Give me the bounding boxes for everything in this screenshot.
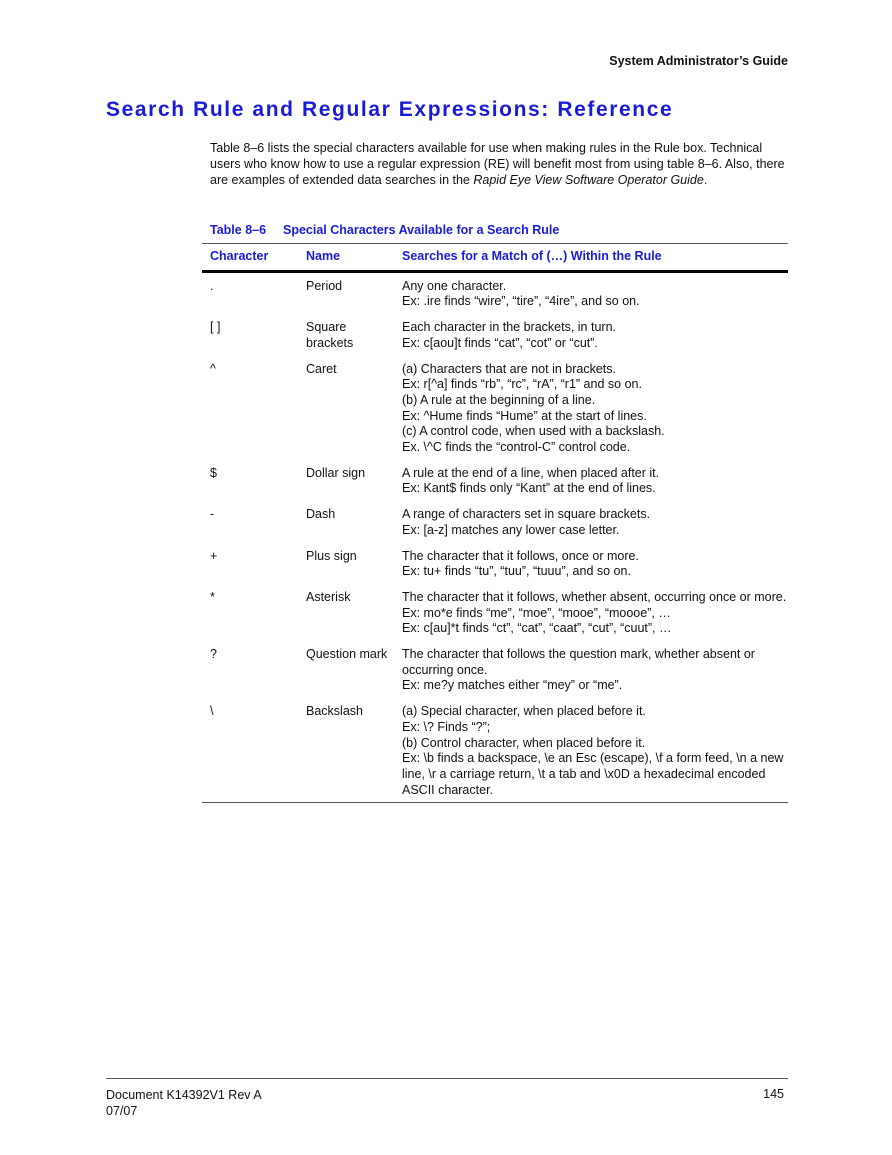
cell-description (394, 642, 788, 699)
running-header: System Administrator’s Guide (609, 54, 788, 68)
description-line: Ex. \^C finds the “control-C” control code. (402, 440, 631, 455)
description-line: Ex: .ire finds “wire”, “tire”, “4ire”, and so on. (402, 294, 640, 309)
intro-paragraph (210, 140, 790, 188)
cell-name: Dash (306, 507, 336, 522)
description-line: (a) Characters that are not in brackets. (402, 361, 616, 376)
footer-rule (106, 1078, 788, 1079)
page-title: Search Rule and Regular Expressions: Reference (106, 98, 674, 121)
cell-description (394, 357, 788, 461)
cell-description (394, 699, 788, 803)
table-row (202, 357, 788, 461)
cell-description (394, 461, 788, 502)
description-line: Ex: me?y matches either “mey” or “me”. (402, 678, 623, 693)
table-number: Table 8–6 (210, 223, 267, 237)
column-header-character: Character (202, 244, 298, 272)
table-row (202, 271, 788, 315)
description-line: Ex: c[au]*t finds “ct”, “cat”, “caat”, “cut”, “cuut”, … (402, 621, 672, 636)
description-line: A range of characters set in square brackets. (402, 507, 651, 522)
description-line: Ex: Kant$ finds only “Kant” at the end of lines. (402, 481, 656, 496)
description-line: Each character in the brackets, in turn. (402, 320, 616, 335)
description-line: (b) Control character, when placed before it. (402, 735, 646, 750)
description-line: Ex: tu+ finds “tu”, “tuu”, “tuuu”, and so on. (402, 564, 631, 579)
description-line: Ex: r[^a] finds “rb”, “rc”, “rA”, “r1” and so on. (402, 377, 642, 392)
description-line: Ex: \? Finds “?”; (402, 719, 491, 734)
cell-character: . (210, 278, 214, 293)
cell-name: Period (306, 278, 343, 293)
footer-document-id: Document K14392V1 Rev A (106, 1088, 262, 1102)
cell-character: * (210, 589, 215, 604)
description-line: (c) A control code, when used with a backslash. (402, 424, 665, 439)
cell-character: ^ (210, 361, 216, 376)
intro-text: Table 8–6 lists the special characters available for use when making rules in the Rule box. Technical users who know how to use a regular expression (RE) will benefit most from using table 8–6. Also, there are examples of extended data searches in the (210, 141, 785, 187)
cell-character: + (210, 548, 218, 563)
description-line: Any one character. (402, 278, 507, 293)
description-line: Ex: mo*e finds “me”, “moe”, “mooe”, “moooe”, … (402, 605, 671, 620)
description-line: Ex: \b finds a backspace, \e an Esc (escape), \f a form feed, \n a new line, \r a carriage return, \t a tab and \x0D a hexadecimal encoded ASCII character. (402, 751, 784, 797)
cell-character: $ (210, 465, 217, 480)
table-header-row (202, 244, 788, 272)
cell-name: Question mark (306, 647, 388, 662)
description-line: The character that it follows, once or more. (402, 548, 639, 563)
column-header-description: Searches for a Match of (…) Within the Rule (394, 244, 788, 272)
cell-character: - (210, 507, 215, 522)
cell-character: \ (202, 699, 298, 803)
table-row (202, 642, 788, 699)
cell-name: Asterisk (306, 589, 351, 604)
table-caption (210, 223, 559, 237)
cell-description (394, 502, 788, 543)
footer-date: 07/07 (106, 1104, 138, 1118)
description-line: The character that follows the question mark, whether absent or occurring once. (402, 647, 755, 677)
table-row (202, 544, 788, 585)
footer-document-info (106, 1087, 262, 1119)
page-number: 145 (763, 1087, 784, 1101)
cell-name: Square brackets (306, 320, 354, 350)
cell-name: Dollar sign (306, 465, 366, 480)
table-caption-title: Special Characters Available for a Search Rule (283, 223, 560, 237)
intro-guide-title: Rapid Eye View Software Operator Guide (473, 173, 704, 187)
description-line: Ex: c[aou]t finds “cat”, “cot” or “cut”. (402, 335, 598, 350)
intro-text-end: . (703, 173, 708, 187)
table-row (202, 461, 788, 502)
cell-name: Caret (306, 361, 337, 376)
table-row (202, 585, 788, 642)
column-header-name: Name (298, 244, 394, 272)
cell-description (394, 315, 788, 356)
special-characters-table (202, 243, 788, 803)
description-line: Ex: ^Hume finds “Hume” at the start of lines. (402, 408, 647, 423)
description-line: (a) Special character, when placed before it. (402, 704, 646, 719)
table-row (202, 502, 788, 543)
cell-description (394, 585, 788, 642)
description-line: A rule at the end of a line, when placed after it. (402, 465, 660, 480)
cell-name: Plus sign (306, 548, 357, 563)
description-line: (b) A rule at the beginning of a line. (402, 392, 596, 407)
description-line: Ex: [a-z] matches any lower case letter. (402, 522, 620, 537)
cell-character: ? (210, 647, 217, 662)
cell-description (394, 271, 788, 315)
cell-name: Backslash (298, 699, 394, 803)
cell-character: [ ] (210, 320, 221, 335)
table-row (202, 315, 788, 356)
cell-description (394, 544, 788, 585)
table-row (202, 699, 788, 803)
table-body (202, 271, 788, 803)
description-line: The character that it follows, whether absent, occurring once or more. (402, 589, 787, 604)
